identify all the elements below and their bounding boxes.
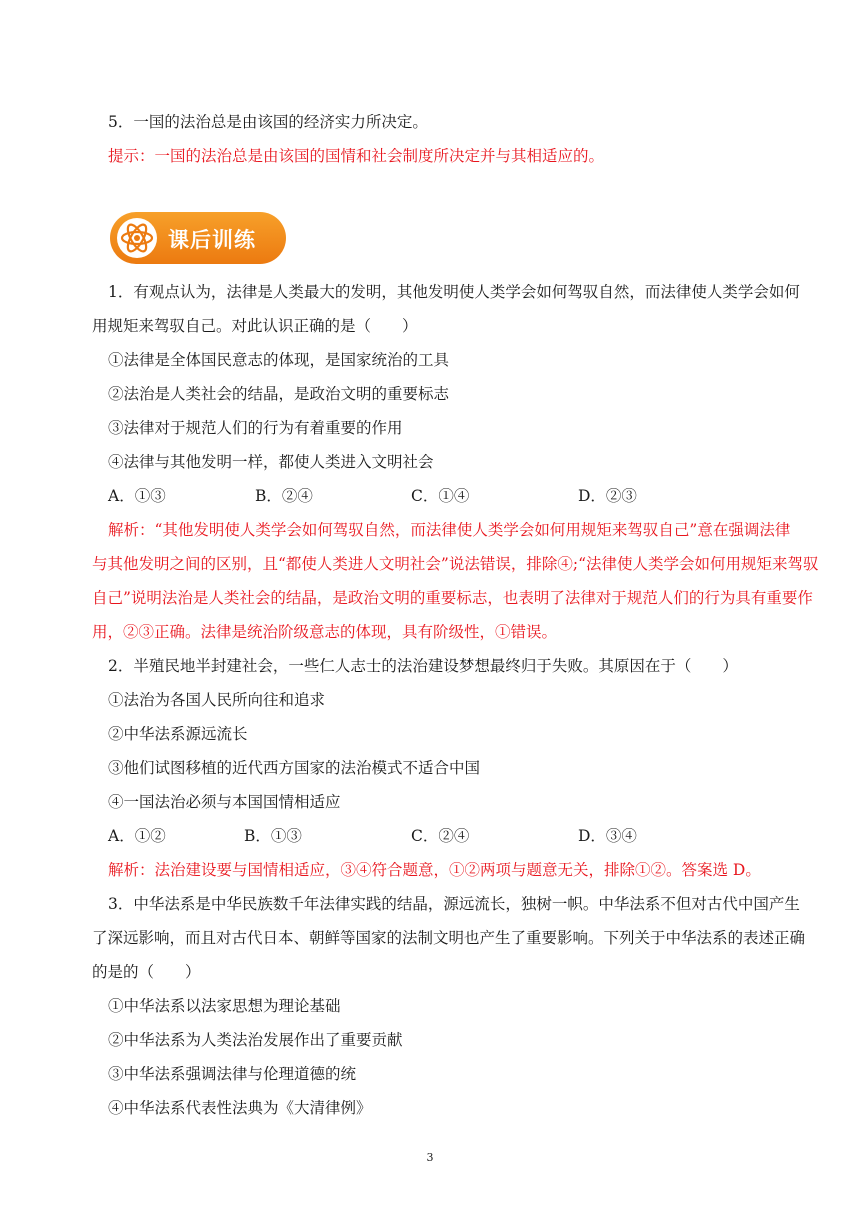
q3-item: ①中华法系以法家思想为理论基础	[108, 997, 341, 1015]
q1-option-c: C．①④	[411, 487, 470, 505]
q1-item: ①法律是全体国民意志的体现，是国家统治的工具	[108, 351, 450, 369]
q1-item: ②法治是人类社会的结晶，是政治文明的重要标志	[108, 385, 450, 403]
hint-5: 提示：一国的法治总是由该国的国情和社会制度所决定并与其相适应的。	[108, 147, 605, 165]
q1-stem-line: 1．有观点认为，法律是人类最大的发明，其他发明使人类学会如何驾驭自然，而法律使人类学会如何	[108, 283, 800, 301]
q1-option-b: B．②④	[255, 487, 313, 505]
q2-item: ②中华法系源远流长	[108, 725, 248, 743]
q1-analysis-line: 与其他发明之间的区别，且“都使人类进人文明社会”说法错误，排除④;“法律使人类学会如何用规矩来驾驭	[92, 555, 819, 573]
q1-item: ④法律与其他发明一样，都使人类进入文明社会	[108, 453, 434, 471]
q1-item: ③法律对于规范人们的行为有着重要的作用	[108, 419, 403, 437]
statement-5: 5．一国的法治总是由该国的经济实力所决定。	[108, 113, 428, 131]
q1-analysis-line: 自己”说明法治是人类社会的结晶，是政治文明的重要标志，也表明了法律对于规范人们的行为具有重要作	[92, 589, 813, 607]
q1-stem-line: 用规矩来驾驭自己。对此认识正确的是（ ）	[92, 317, 418, 335]
q2-option-d: D．③④	[578, 827, 637, 845]
q3-stem-line: 3．中华法系是中华民族数千年法律实践的结晶，源远流长，独树一帜。中华法系不但对古代中国产生	[108, 895, 800, 913]
q2-option-c: C．②④	[411, 827, 470, 845]
section-header-title: 课后训练	[168, 228, 256, 252]
q3-item: ②中华法系为人类法治发展作出了重要贡献	[108, 1031, 403, 1049]
q3-item: ③中华法系强调法律与伦理道德的统	[108, 1065, 357, 1083]
q1-analysis-line: 用，②③正确。法律是统治阶级意志的体现，具有阶级性，①错误。	[92, 623, 558, 641]
q2-option-b: B．①③	[244, 827, 302, 845]
q3-stem-line: 了深远影响，而且对古代日本、朝鲜等国家的法制文明也产生了重要影响。下列关于中华法系的表述正确	[92, 929, 806, 947]
q2-analysis-line: 解析：法治建设要与国情相适应，③④符合题意，①②两项与题意无关，排除①②。答案选 D。	[108, 861, 761, 879]
q3-stem-line: 的是的（ ）	[92, 963, 201, 981]
q1-option-d: D．②③	[578, 487, 637, 505]
q2-option-a: A．①②	[108, 827, 166, 845]
section-header-badge	[110, 212, 286, 264]
q2-item: ④一国法治必须与本国国情相适应	[108, 793, 341, 811]
q3-item: ④中华法系代表性法典为《大清律例》	[108, 1099, 372, 1117]
page-number: 3	[426, 1151, 434, 1164]
q2-item: ①法治为各国人民所向往和追求	[108, 691, 326, 709]
q2-item: ③他们试图移植的近代西方国家的法治模式不适合中国	[108, 759, 481, 777]
q2-stem-line: 2．半殖民地半封建社会，一些仁人志士的法治建设梦想最终归于失败。其原因在于（ ）	[108, 657, 738, 675]
q1-analysis-line: 解析：“其他发明使人类学会如何驾驭自然，而法律使人类学会如何用规矩来驾驭自己”意在强调法律	[108, 521, 791, 539]
q1-option-a: A．①③	[108, 487, 166, 505]
atom-icon	[117, 218, 157, 258]
